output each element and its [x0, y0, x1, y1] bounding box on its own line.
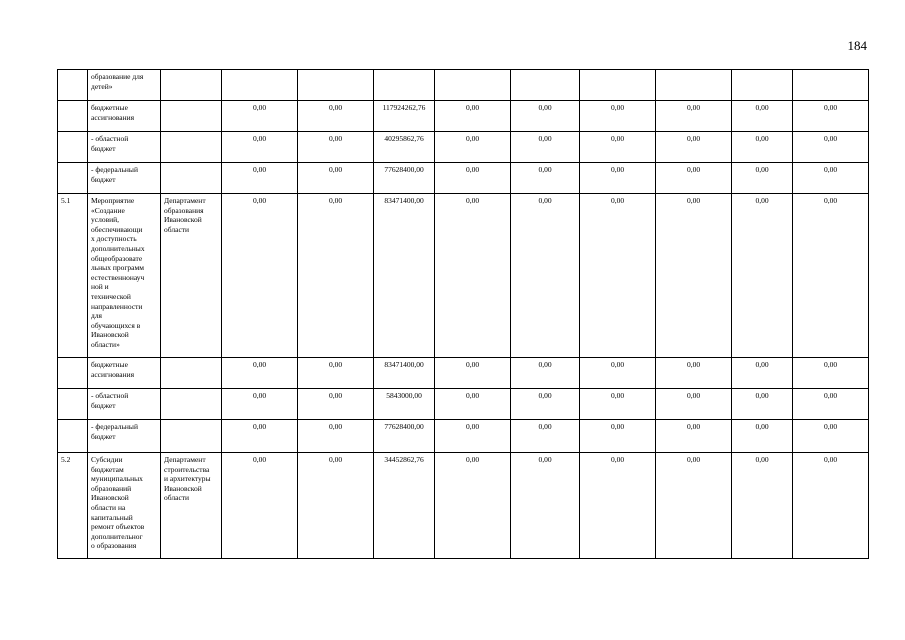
value-cell [511, 358, 580, 389]
value-cell-text: 0,00 [538, 422, 552, 431]
table-row [58, 163, 869, 194]
value-cell [793, 194, 869, 358]
value-cell-text: 0,00 [755, 391, 769, 400]
value-cell [580, 358, 656, 389]
value-cell-text: 0,00 [328, 422, 343, 431]
value-cell-text: 0,00 [610, 165, 625, 174]
value-cell-text: 0,00 [686, 134, 701, 143]
value-cell [511, 194, 580, 358]
value-cell-text: 0,00 [755, 103, 769, 112]
value-cell-text: 0,00 [328, 455, 343, 464]
value-cell [374, 132, 435, 163]
value-cell [222, 453, 298, 559]
value-cell-text: 0,00 [686, 165, 701, 174]
row-name-cell [88, 358, 161, 389]
value-cell [374, 101, 435, 132]
row-number-cell [58, 101, 88, 132]
value-cell-text: 0,00 [610, 422, 625, 431]
table-row [58, 70, 869, 101]
row-number-cell-text: 5.1 [61, 196, 71, 205]
executor-cell [161, 70, 222, 101]
table-row [58, 358, 869, 389]
row-name-cell-text: бюджетные ассигнования [91, 360, 135, 379]
value-cell-text: 0,00 [686, 103, 701, 112]
value-cell-text: 0,00 [465, 391, 480, 400]
value-cell [580, 194, 656, 358]
executor-cell [161, 358, 222, 389]
row-name-cell-text: Мероприятие «Создание условий, обеспечивающи х доступность дополнительных общеобразовате льных программ естественнонауч ной и технической направленности для обучающихся в Ивановской области» [91, 196, 145, 349]
value-cell [793, 453, 869, 559]
value-cell-text: 0,00 [823, 391, 838, 400]
value-cell [435, 358, 511, 389]
value-cell-text: 117924262,76 [382, 103, 426, 112]
value-cell [656, 132, 732, 163]
value-cell-text: 0,00 [538, 360, 552, 369]
row-number-cell [58, 70, 88, 101]
value-cell [222, 101, 298, 132]
value-cell [793, 101, 869, 132]
value-cell [732, 389, 793, 420]
value-cell [580, 101, 656, 132]
row-number-cell-text: 5.2 [61, 455, 71, 464]
table-body [58, 70, 869, 559]
value-cell [511, 420, 580, 453]
value-cell [298, 194, 374, 358]
value-cell [374, 453, 435, 559]
value-cell [793, 132, 869, 163]
table-row [58, 389, 869, 420]
value-cell [374, 194, 435, 358]
executor-cell [161, 163, 222, 194]
value-cell-text: 0,00 [252, 165, 267, 174]
row-number-cell [58, 420, 88, 453]
value-cell [435, 194, 511, 358]
value-cell-text: 34452862,76 [384, 455, 424, 464]
value-cell-text: 0,00 [328, 391, 343, 400]
value-cell [580, 70, 656, 101]
executor-cell [161, 132, 222, 163]
value-cell-text: 0,00 [823, 422, 838, 431]
value-cell-text: 0,00 [823, 455, 838, 464]
value-cell [580, 132, 656, 163]
value-cell-text: 77628400,00 [384, 422, 424, 431]
row-name-cell-text: бюджетные ассигнования [91, 103, 135, 122]
executor-cell [161, 420, 222, 453]
row-name-cell [88, 132, 161, 163]
executor-cell [161, 101, 222, 132]
value-cell [298, 420, 374, 453]
value-cell [732, 194, 793, 358]
value-cell-text: 0,00 [823, 360, 838, 369]
value-cell-text: 0,00 [686, 455, 701, 464]
value-cell-text: 0,00 [465, 196, 480, 205]
value-cell-text: 5843000,00 [386, 391, 422, 400]
value-cell-text: 83471400,00 [384, 360, 424, 369]
value-cell-text: 0,00 [755, 134, 769, 143]
value-cell [656, 453, 732, 559]
value-cell-text: 0,00 [328, 134, 343, 143]
value-cell-text: 0,00 [610, 455, 625, 464]
row-number-cell [58, 389, 88, 420]
row-name-cell-text: образование для детей» [91, 72, 144, 91]
value-cell [298, 132, 374, 163]
value-cell-text: 0,00 [538, 134, 552, 143]
page-number: 184 [847, 38, 867, 53]
value-cell [732, 132, 793, 163]
value-cell-text: 77628400,00 [384, 165, 424, 174]
value-cell [656, 389, 732, 420]
value-cell [511, 163, 580, 194]
row-name-cell [88, 194, 161, 358]
row-name-cell-text: Субсидии бюджетам муниципальных образований Ивановской области на капитальный ремонт объектов дополнительног о образования [91, 455, 145, 551]
value-cell-text: 0,00 [328, 196, 343, 205]
value-cell-text: 0,00 [328, 103, 343, 112]
value-cell [656, 163, 732, 194]
row-name-cell [88, 101, 161, 132]
value-cell-text: 0,00 [610, 134, 625, 143]
value-cell [374, 420, 435, 453]
value-cell-text: 0,00 [252, 455, 267, 464]
value-cell-text: 0,00 [538, 391, 552, 400]
row-number-cell [58, 163, 88, 194]
value-cell [580, 453, 656, 559]
table-row [58, 453, 869, 559]
executor-cell-text: Департамент строительства и архитектуры Ивановской области [164, 455, 211, 503]
value-cell-text: 0,00 [538, 103, 552, 112]
row-name-cell [88, 70, 161, 101]
value-cell [793, 70, 869, 101]
value-cell [732, 420, 793, 453]
value-cell-text: 0,00 [686, 422, 701, 431]
value-cell [222, 194, 298, 358]
row-name-cell [88, 453, 161, 559]
value-cell-text: 0,00 [538, 196, 552, 205]
value-cell [298, 389, 374, 420]
value-cell-text: 83471400,00 [384, 196, 424, 205]
value-cell-text: 0,00 [755, 360, 769, 369]
value-cell-text: 0,00 [538, 455, 552, 464]
table-row [58, 194, 869, 358]
value-cell-text: 0,00 [538, 165, 552, 174]
executor-cell [161, 453, 222, 559]
value-cell [732, 70, 793, 101]
value-cell-text: 0,00 [823, 103, 838, 112]
value-cell [435, 453, 511, 559]
value-cell [511, 389, 580, 420]
value-cell [222, 70, 298, 101]
value-cell-text: 0,00 [465, 134, 480, 143]
value-cell [435, 389, 511, 420]
value-cell-text: 0,00 [252, 391, 267, 400]
value-cell [298, 358, 374, 389]
value-cell [222, 420, 298, 453]
value-cell-text: 0,00 [610, 391, 625, 400]
value-cell [656, 101, 732, 132]
row-number-cell [58, 358, 88, 389]
value-cell [580, 389, 656, 420]
row-name-cell-text: - федеральный бюджет [91, 165, 138, 184]
value-cell [793, 389, 869, 420]
value-cell [732, 163, 793, 194]
value-cell-text: 0,00 [686, 391, 701, 400]
value-cell [435, 420, 511, 453]
executor-cell [161, 389, 222, 420]
value-cell [656, 420, 732, 453]
value-cell [222, 389, 298, 420]
value-cell [374, 70, 435, 101]
row-name-cell-text: - областной бюджет [91, 391, 129, 410]
row-name-cell [88, 163, 161, 194]
row-number-cell [58, 453, 88, 559]
row-number-cell [58, 194, 88, 358]
value-cell [374, 163, 435, 194]
executor-cell [161, 194, 222, 358]
value-cell [511, 453, 580, 559]
value-cell [298, 101, 374, 132]
value-cell-text: 0,00 [465, 165, 480, 174]
table-row [58, 101, 869, 132]
value-cell-text: 0,00 [252, 360, 267, 369]
value-cell [732, 453, 793, 559]
value-cell [435, 101, 511, 132]
value-cell-text: 0,00 [252, 103, 267, 112]
table-row [58, 132, 869, 163]
value-cell [732, 358, 793, 389]
row-name-cell-text: - областной бюджет [91, 134, 129, 153]
value-cell [222, 358, 298, 389]
value-cell-text: 0,00 [686, 360, 701, 369]
value-cell-text: 0,00 [823, 196, 838, 205]
row-number-cell [58, 132, 88, 163]
value-cell [222, 132, 298, 163]
value-cell [580, 163, 656, 194]
value-cell-text: 0,00 [755, 196, 769, 205]
value-cell-text: 0,00 [465, 422, 480, 431]
value-cell [511, 70, 580, 101]
value-cell [435, 163, 511, 194]
value-cell [374, 389, 435, 420]
value-cell-text: 0,00 [610, 103, 625, 112]
value-cell-text: 0,00 [610, 196, 625, 205]
value-cell-text: 0,00 [823, 134, 838, 143]
value-cell-text: 0,00 [823, 165, 838, 174]
value-cell [656, 70, 732, 101]
value-cell-text: 0,00 [686, 196, 701, 205]
value-cell-text: 0,00 [610, 360, 625, 369]
value-cell [511, 101, 580, 132]
value-cell-text: 0,00 [465, 455, 480, 464]
value-cell [793, 420, 869, 453]
value-cell [298, 453, 374, 559]
value-cell-text: 0,00 [465, 360, 480, 369]
value-cell [793, 358, 869, 389]
value-cell [435, 132, 511, 163]
value-cell [298, 70, 374, 101]
value-cell-text: 0,00 [755, 455, 769, 464]
value-cell-text: 0,00 [465, 103, 480, 112]
value-cell [511, 132, 580, 163]
value-cell-text: 0,00 [328, 360, 343, 369]
value-cell-text: 0,00 [328, 165, 343, 174]
value-cell [656, 358, 732, 389]
value-cell [580, 420, 656, 453]
value-cell [374, 358, 435, 389]
row-name-cell [88, 420, 161, 453]
table-row [58, 420, 869, 453]
value-cell [656, 194, 732, 358]
value-cell-text: 0,00 [252, 422, 267, 431]
value-cell [732, 101, 793, 132]
budget-table [57, 69, 869, 559]
row-name-cell-text: - федеральный бюджет [91, 422, 138, 441]
value-cell-text: 0,00 [755, 422, 769, 431]
value-cell [793, 163, 869, 194]
value-cell-text: 0,00 [755, 165, 769, 174]
executor-cell-text: Департамент образования Ивановской области [164, 196, 206, 234]
value-cell [298, 163, 374, 194]
row-name-cell [88, 389, 161, 420]
value-cell-text: 0,00 [252, 196, 267, 205]
value-cell-text: 40295862,76 [384, 134, 424, 143]
value-cell-text: 0,00 [252, 134, 267, 143]
value-cell [435, 70, 511, 101]
value-cell [222, 163, 298, 194]
